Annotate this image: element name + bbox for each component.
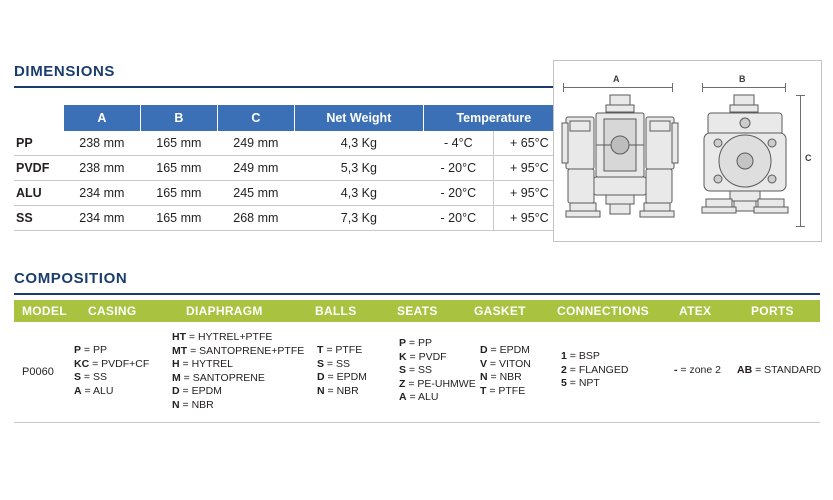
dimensions-table [14,105,565,231]
dimension-label-b: B [739,74,746,84]
cell-net-weight: 4,3 Kg [294,131,423,156]
composition-column-ports [737,364,821,378]
cell-temp-min: - 20°C [423,181,494,206]
cell-net-weight: 4,3 Kg [294,181,423,206]
cell-b: 165 mm [140,181,217,206]
row-label-pp: PP [14,131,63,156]
diaphragm-code: HT [172,331,186,343]
pump-side-view-drawing [700,93,792,233]
cell-temp-min: - 20°C [423,206,494,231]
table-row [14,206,564,231]
list-item: D = EPDM [172,385,222,397]
list-item: 2 = FLANGED [561,363,629,376]
composition-column-diaphragm [172,331,304,412]
atex-value: zone 2 [689,364,721,376]
composition-column-connections [561,350,628,391]
diaphragm-value: SANTOPRENE+PTFE [199,344,305,357]
gasket-code: T [480,384,487,397]
list-item: V = VITON [480,357,531,370]
balls-code: N [317,384,325,397]
diaphragm-code: D [172,385,180,397]
composition-column-seats [399,337,476,405]
list-item: M = SANTOPRENE [172,371,265,384]
cell-a: 234 mm [63,206,140,231]
diaphragm-value: HYTREL+PTFE [197,331,273,343]
cell-temp-max: + 95°C [494,181,565,206]
balls-value: PTFE [335,344,363,356]
cell-b: 165 mm [140,206,217,231]
composition-model-value: P0060 [22,366,54,378]
list-item: AB = STANDARD [737,364,822,376]
list-item: D = EPDM [480,344,530,356]
column-header-b: B [140,105,217,131]
seats-code: S [399,364,407,376]
diaphragm-value: NBR [191,398,214,411]
composition-column-gasket [480,344,531,398]
gasket-value: PTFE [498,384,526,397]
composition-title-divider [14,293,820,295]
pump-drawings-panel [553,60,822,242]
casing-value: PP [92,344,107,356]
gasket-code: V [480,357,488,370]
column-header-c: C [217,105,294,131]
composition-section-title: COMPOSITION [14,270,128,287]
composition-header-row [14,300,820,322]
diaphragm-value: HYTREL [191,358,233,370]
gasket-value: EPDM [499,344,530,356]
dimension-arrow-b [702,87,786,88]
cell-c: 268 mm [217,206,294,231]
cell-c: 249 mm [217,131,294,156]
cell-b: 165 mm [140,131,217,156]
balls-value: SS [335,357,350,370]
dimensions-section-title: DIMENSIONS [14,63,116,80]
ports-value: STANDARD [764,364,822,376]
diaphragm-code: M [172,371,181,384]
list-item: P = PP [399,337,432,349]
row-label-ss: SS [14,206,63,231]
composition-header-model: MODEL [22,304,67,318]
column-header-temperature: Temperature [423,105,564,131]
connections-value: FLANGED [578,363,629,376]
seats-value: PVDF [418,350,447,363]
seats-value: PE-UHMWE [417,377,476,390]
cell-temp-min: - 20°C [423,156,494,181]
casing-value: SS [92,371,107,383]
dimension-arrow-c [800,95,801,227]
cell-temp-min: - 4°C [423,131,494,156]
cell-c: 249 mm [217,156,294,181]
list-item: N = NBR [480,371,522,383]
composition-header-atex: ATEX [679,304,712,318]
dimension-tick-a-left [563,83,564,92]
casing-code: A [74,384,82,397]
connections-value: NPT [578,377,600,389]
diaphragm-code: H [172,358,180,370]
table-row [14,156,564,181]
diaphragm-value: EPDM [191,385,222,397]
list-item: N = NBR [172,398,214,411]
casing-value: PVDF+CF [101,357,150,370]
column-header-blank [14,105,63,131]
list-item: HT = HYTREL+PTFE [172,331,273,343]
composition-header-ports: PORTS [751,304,794,318]
list-item: S = SS [74,371,107,383]
composition-body [14,322,820,423]
connections-code: 1 [561,350,567,362]
dimension-label-a: A [613,74,620,84]
composition-column-atex [674,364,721,378]
dimension-tick-a-right [672,83,673,92]
ports-code: AB [737,364,753,376]
list-item: A = ALU [399,391,439,403]
cell-b: 165 mm [140,156,217,181]
cell-c: 245 mm [217,181,294,206]
diaphragm-value: SANTOPRENE [192,371,265,384]
list-item: K = PVDF [399,350,447,363]
composition-header-gasket: GASKET [474,304,526,318]
connections-value: BSP [578,350,600,362]
gasket-code: D [480,344,488,356]
list-item: T = PTFE [480,384,526,397]
composition-header-seats: SEATS [397,304,438,318]
balls-code: T [317,344,324,356]
dimension-tick-c-bottom [796,226,805,227]
table-header-row [14,105,564,131]
dimension-tick-b-right [785,83,786,92]
list-item: S = SS [399,364,432,376]
dimension-tick-c-top [796,95,805,96]
cell-a: 238 mm [63,131,140,156]
atex-code: - [674,364,678,376]
connections-code: 2 [561,363,567,376]
composition-header-connections: CONNECTIONS [557,304,649,318]
diaphragm-code: N [172,398,180,411]
table-row [14,181,564,206]
list-item: H = HYTREL [172,358,233,370]
cell-a: 238 mm [63,156,140,181]
list-item: N = NBR [317,384,359,397]
column-header-net-weight: Net Weight [294,105,423,131]
cell-net-weight: 7,3 Kg [294,206,423,231]
list-item: T = PTFE [317,344,363,356]
composition-header-diaphragm: DIAPHRAGM [186,304,263,318]
cell-a: 234 mm [63,181,140,206]
cell-temp-max: + 65°C [494,131,565,156]
connections-code: 5 [561,377,567,389]
pump-front-view-drawing [560,93,680,233]
casing-code: KC [74,357,90,370]
diaphragm-code: MT [172,344,188,357]
composition-column-balls [317,344,367,398]
balls-value: EPDM [336,371,367,383]
list-item: P = PP [74,344,107,356]
balls-code: D [317,371,325,383]
seats-code: A [399,391,407,403]
seats-value: ALU [417,391,439,403]
composition-header-casing: CASING [88,304,137,318]
list-item: A = ALU [74,384,114,397]
gasket-code: N [480,371,488,383]
list-item: Z = PE-UHMWE [399,377,476,390]
list-item: MT = SANTOPRENE+PTFE [172,344,305,357]
list-item: 5 = NPT [561,377,600,389]
seats-code: P [399,337,407,349]
list-item: 1 = BSP [561,350,600,362]
dimension-tick-b-left [702,83,703,92]
composition-column-casing [74,344,149,398]
seats-code: Z [399,377,406,390]
balls-value: NBR [336,384,359,397]
row-label-pvdf: PVDF [14,156,63,181]
cell-temp-max: + 95°C [494,156,565,181]
table-row [14,131,564,156]
list-item: KC = PVDF+CF [74,357,150,370]
balls-code: S [317,357,325,370]
casing-code: S [74,371,82,383]
dimension-arrow-a [563,87,673,88]
list-item: D = EPDM [317,371,367,383]
list-item: - = zone 2 [674,364,721,376]
row-label-alu: ALU [14,181,63,206]
list-item: S = SS [317,357,350,370]
seats-value: PP [417,337,432,349]
dimension-label-c: C [805,153,812,163]
cell-net-weight: 5,3 Kg [294,156,423,181]
seats-value: SS [417,364,432,376]
column-header-a: A [63,105,140,131]
seats-code: K [399,350,407,363]
casing-value: ALU [92,384,114,397]
composition-header-balls: BALLS [315,304,357,318]
gasket-value: NBR [499,371,522,383]
casing-code: P [74,344,82,356]
cell-temp-max: + 95°C [494,206,565,231]
gasket-value: VITON [498,357,531,370]
